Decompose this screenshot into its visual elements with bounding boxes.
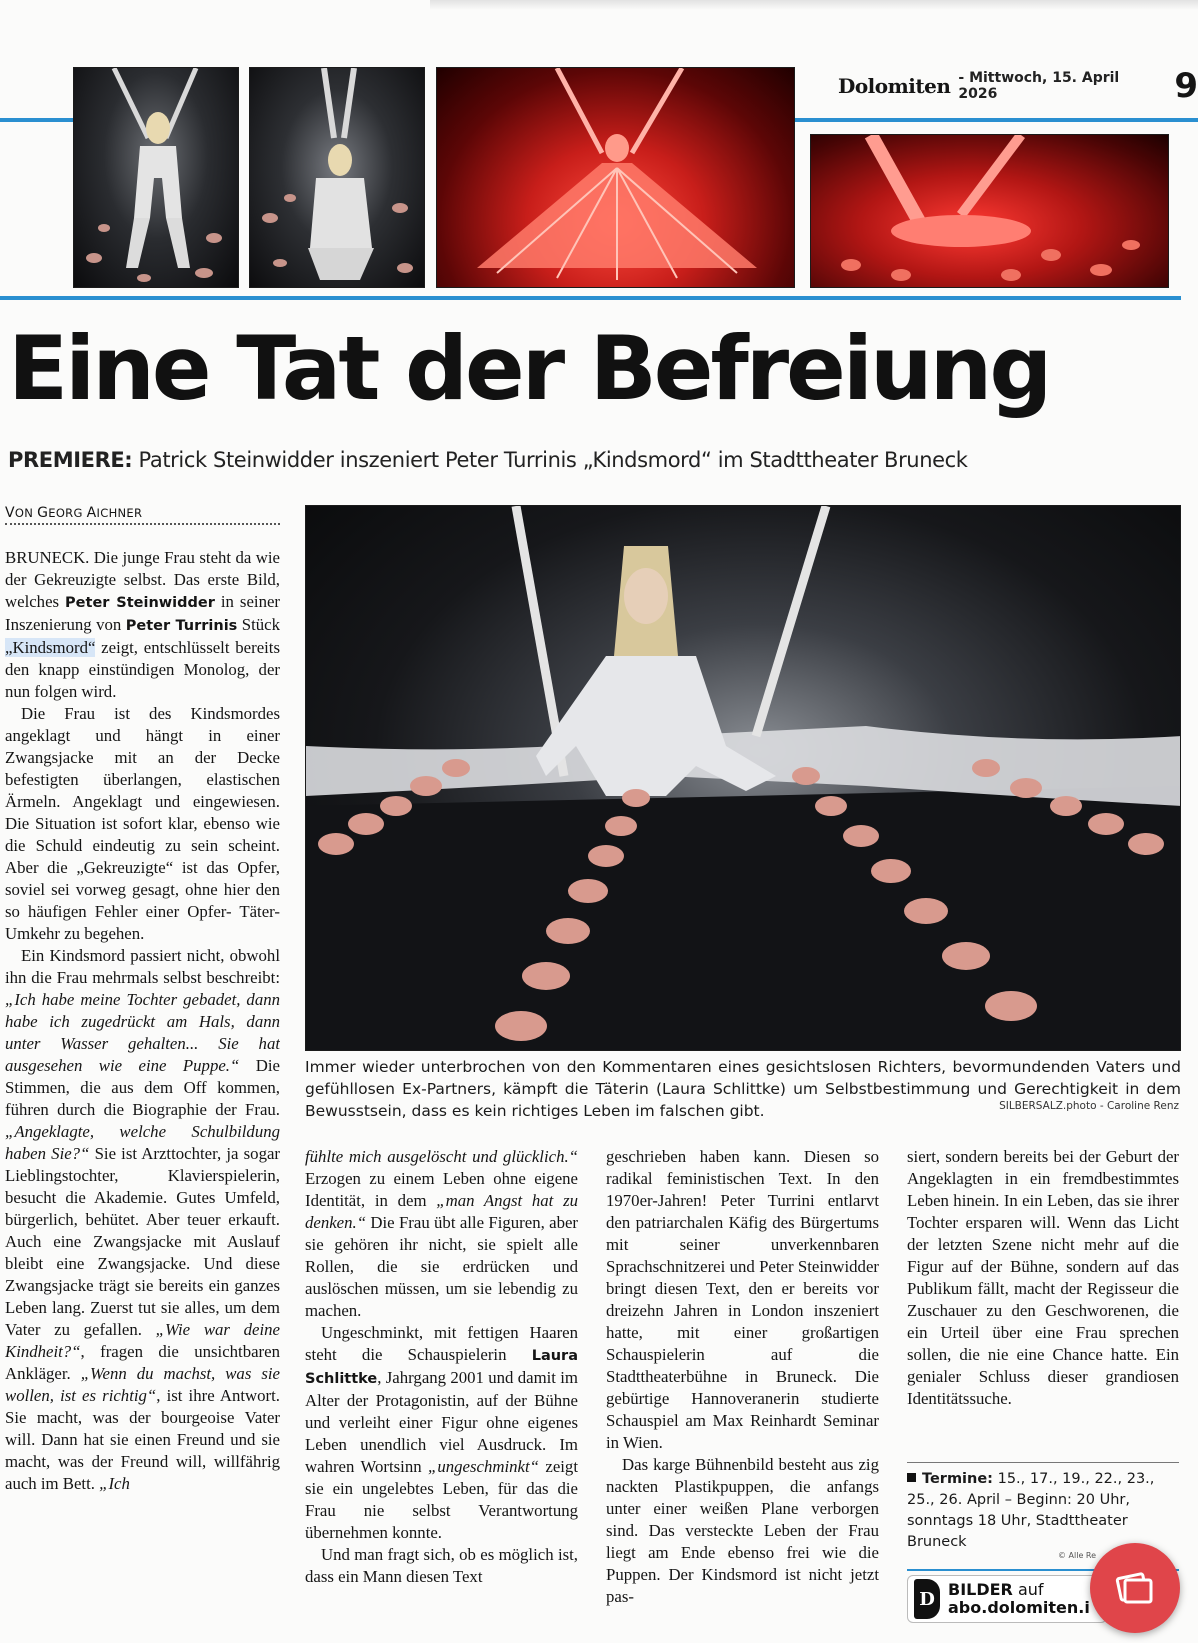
termine-text: 15., 17., 19., 22., 23., 25., 26. April – Beginn: 20 Uhr, sonntags 18 Uhr, Stadttheater Bruneck <box>907 1471 1155 1550</box>
text-run: Die Frau übt alle Figuren, aber sie gehören ihr nicht, sie spielt alle Rollen, die sie erdrücken und auslöschen müssen, um sie lebendig zu machen. <box>305 1213 578 1320</box>
kneeling-actress-with-dolls <box>306 506 1181 1051</box>
byline-eorg: EORG <box>48 506 87 520</box>
paragraph <box>305 1322 578 1544</box>
actress-figure-1 <box>74 68 239 288</box>
subline-text: Patrick Steinwidder inszeniert Peter Turrinis „Kindsmord“ im Stadttheater Bruneck <box>132 448 968 472</box>
quote: „man Angst hat zu denken.“ <box>305 1191 578 1232</box>
photo-gallery-icon <box>1113 1566 1157 1610</box>
quote: „Ich <box>99 1474 130 1493</box>
article-column-4 <box>907 1146 1179 1456</box>
byline-on: ON <box>14 506 38 520</box>
quote: „ungeschminkt“ <box>428 1457 539 1476</box>
bilder-label: BILDER <box>948 1580 1013 1599</box>
text-run: BRUNECK. Die junge Frau steht da wie der Gekreuzigte selbst. Das erste Bild, welches <box>5 548 280 611</box>
bullet-square-icon <box>907 1473 916 1482</box>
article-column-1 <box>5 547 280 1643</box>
bilder-url[interactable]: abo.dolomiten.i <box>948 1598 1090 1617</box>
blue-rule-right <box>795 118 1198 122</box>
masthead-brand: Dolomiten <box>838 74 951 98</box>
person-name: Peter Steinwidder <box>65 595 215 611</box>
page-number: 9 <box>1174 66 1198 106</box>
paragraph <box>5 945 280 1495</box>
text-run: , ist ihre Antwort. Sie macht, was der bourgeoise Vater will. Dann hat sie einen Freund und sie macht, was der Freund will, willfährig auch im Bett. <box>5 1386 280 1493</box>
copyright-note: © Alle Re <box>1058 1551 1097 1560</box>
byline-initial-g: G <box>37 505 49 521</box>
text-run: Sie ist Arzttochter, ja sogar Lieblingstochter, Klavierspielerin, besucht die Akademie. Gutes Umfeld, bürgerlich, behütet. Aber teuer erkauft. Auch eine Zwangsjacke mit Auslauf bleibt eine Zwangsjacke. Und diese Zwangsjacke trägt sie bereits ein ganzes Leben lang. Zuerst tut sie alles, um dem Vater zu gefallen. <box>5 1144 280 1339</box>
photo-caption: Immer wieder unterbrochen von den Kommentaren eines gesichtslosen Richters, bevormundenden Vaters und gefühllosen Ex-Partners, kämpft die Täterin (Laura Schlittke) um Selbstbestimmung und Gerechtigkeit in dem Bewusstsein, dass es kein richtiges Leben im falschen gibt. <box>305 1058 1181 1120</box>
blue-rule-left <box>0 118 73 122</box>
text-run: Die Stimmen, die aus dem Off kommen, führen durch die Biographie der Frau. <box>5 1056 280 1119</box>
photo-credit: SILBERSALZ.photo - Caroline Renz <box>999 1100 1179 1112</box>
top-shadow <box>430 0 1198 10</box>
text-run: zeigt, entschlüsselt bereits den knapp einstündigen Monolog, der nun folgen wird. <box>5 638 280 701</box>
highlighted-title[interactable]: „Kindsmord“ <box>5 638 96 657</box>
text-run: Ungeschminkt, mit fettigen Haaren steht die Schauspielerin <box>305 1323 578 1364</box>
masthead-date: - Mittwoch, 15. April 2026 <box>958 70 1120 102</box>
blue-rule-under-photos <box>0 296 1181 300</box>
bilder-auf: auf <box>1012 1580 1044 1599</box>
termine-label: Termine: <box>922 1471 993 1487</box>
text-run: Erzogen zu einem Leben ohne eigene Identität, in dem <box>305 1169 578 1210</box>
quote: „Wie war deine Kindheit?“ <box>5 1320 280 1361</box>
red-stage-lying-figure <box>811 135 1169 288</box>
bilder-link[interactable] <box>907 1575 1107 1623</box>
photo-gallery-button[interactable] <box>1090 1543 1180 1633</box>
paragraph: Die Frau ist des Kindsmordes angeklagt und hängt in einer Zwangsjacke mit an der Decke befestigten überlangen, elastischen Ärmeln. Angeklagt und eingewiesen. Die Situation ist sofort klar, ebenso wie die Schuld eindeutig zu sein scheint. Aber die „Gekreuzigte“ ist das Opfer, soviel sei vorweg gesagt, ohne hier den so häufigen Fehler einer Opfer- Täter- Umkehr zu begehen. <box>5 704 280 943</box>
bilder-text <box>948 1581 1090 1617</box>
text-run: in seiner Inszenierung von <box>5 592 280 634</box>
byline-ichner: ICHNER <box>96 506 143 520</box>
text-run: Ein Kindsmord passiert nicht, obwohl ihn die Frau mehrmals selbst beschreibt: <box>5 946 280 987</box>
stage-photo-4[interactable] <box>810 134 1169 288</box>
stage-photo-3[interactable] <box>436 67 795 288</box>
headline: Eine Tat der Befreiung <box>8 317 1050 420</box>
quote: „Wenn du machst, was sie wollen, ist es richtig“ <box>5 1364 280 1405</box>
paragraph <box>305 1146 578 1322</box>
text-run: , fragen die unsichtbaren Ankläger. <box>5 1342 280 1383</box>
quote: „Angeklagte, welche Schulbildung haben Sie?“ <box>5 1122 280 1163</box>
article-column-3 <box>606 1146 879 1643</box>
paragraph <box>5 547 280 703</box>
quote: fühlte mich ausgelöscht und glücklich.“ <box>305 1147 578 1166</box>
red-stage-figure <box>437 68 795 288</box>
dolomiten-d-logo: D <box>914 1579 940 1619</box>
text-run: Stück <box>237 615 280 634</box>
stage-photo-2[interactable] <box>249 67 425 288</box>
actress-figure-2 <box>250 68 425 288</box>
masthead <box>838 66 1198 106</box>
byline-initial-a: A <box>86 505 97 521</box>
subline-label: PREMIERE: <box>8 448 133 472</box>
subline <box>8 448 968 472</box>
paragraph: Und man fragt sich, ob es möglich ist, dass ein Mann diesen Text <box>305 1545 578 1586</box>
text-run: zeigt sie ein ungelebtes Leben, für das die Frau nie selbst Verantwortung übernehmen konnte. <box>305 1457 578 1542</box>
byline-initial-v: V <box>5 505 15 521</box>
stage-photo-1[interactable] <box>73 67 239 288</box>
termine-box <box>907 1462 1179 1553</box>
text-run: , Jahrgang 2001 und damit im Alter der Protagonistin, auf der Bühne und verleiht einer Figur ohne eigenes Leben unendlich viel Ausdruck. Im wahren Wortsinn <box>305 1368 578 1476</box>
article-column-2 <box>305 1146 578 1643</box>
person-name: Laura Schlittke <box>305 1348 578 1387</box>
person-name: Peter Turrinis <box>125 618 238 634</box>
paragraph: geschrieben haben kann. Diesen so radikal feministischen Text. In den 1970er-Jahren! Peter Turrini entlarvt den patriarchalen Käfig des Bürgertums mit seiner unverkennbaren Sprachschnitzerei und Peter Steinwidder bringt diesen Text, den er bereits vor dreizehn Jahren in London inszeniert hatte, mit einer großartigen Schauspielerin auf die Stadttheaterbühne in Bruneck. Die gebürtige Hannoveranerin studierte Schauspiel am Max Reinhardt Seminar in Wien. <box>606 1147 879 1452</box>
paragraph: Das karge Bühnenbild besteht aus zig nackten Plastikpuppen, die anfangs unter einer weißen Plane verborgen sind. Das versteckte Leben der Frau liegt am Ende ebenso frei wie die Puppen. Der Kindsmord ist nicht jetzt pas- <box>606 1455 879 1606</box>
paragraph: siert, sondern bereits bei der Geburt der Angeklagten in ein fremdbestimmtes Leben hinein. In ein Leben, das sie ihrer Tochter ersparen will. Wenn das Licht der letzten Szene nicht mehr auf die Figur auf der Bühne, sondern auf das Publikum fällt, macht der Regisseur die Zuschauer zu den Geschworenen, die ein Urteil über eine Frau sprechen sollen, die nie eine Chance hatte. Ein genialer Schluss dieser grandiosen Identitätssuche. <box>907 1147 1179 1408</box>
byline <box>5 505 280 525</box>
main-stage-photo[interactable] <box>305 505 1181 1051</box>
quote: „Ich habe meine Tochter gebadet, dann habe ich zugedrückt am Hals, dann unter Wasser gehalten... Sie hat ausgesehen wie eine Puppe.“ <box>5 990 280 1075</box>
